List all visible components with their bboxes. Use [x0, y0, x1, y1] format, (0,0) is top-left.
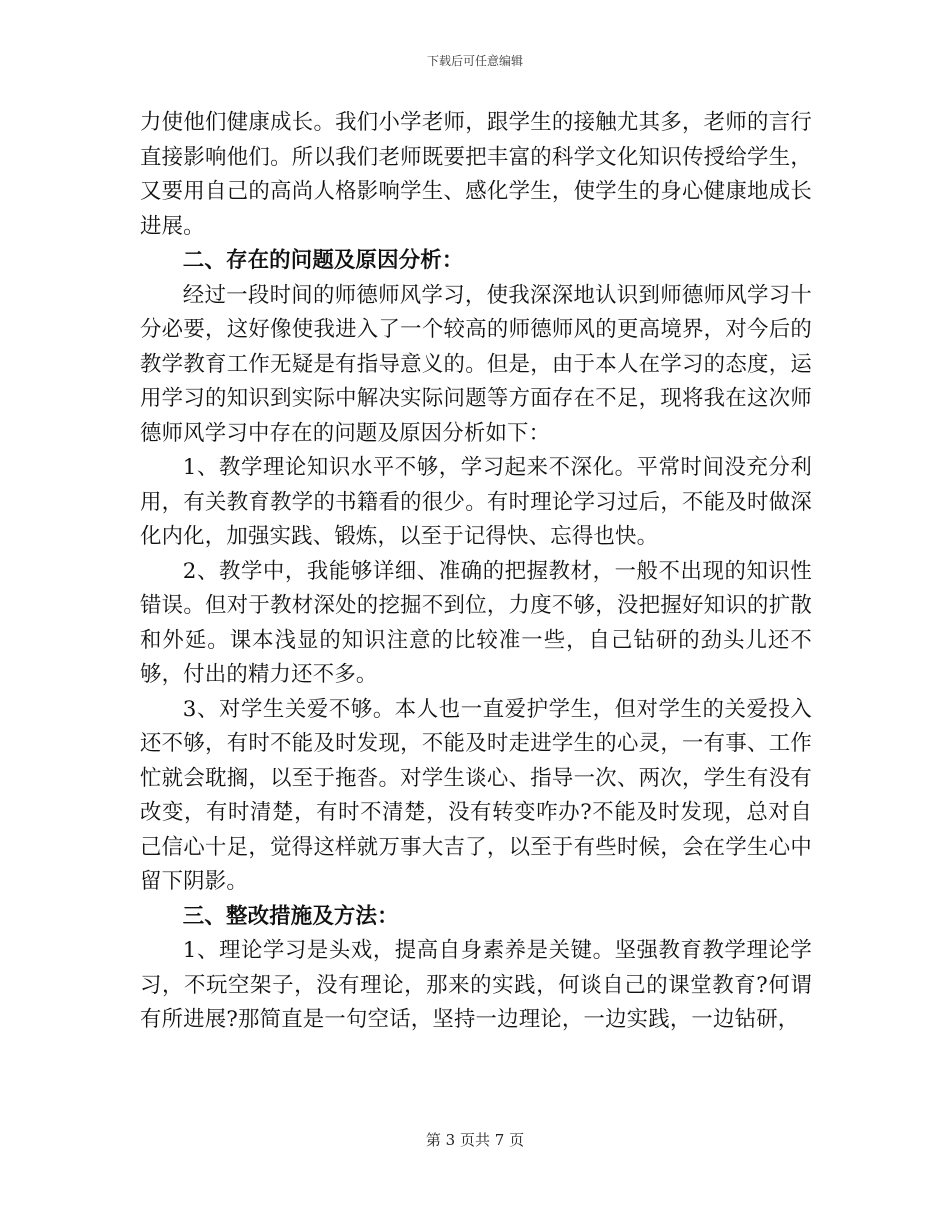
- document-body: [140, 106, 812, 1038]
- paragraph-2: 经过一段时间的师德师风学习，使我深深地认识到师德师风学习十分必要，这好像使我进入了一个较高的师德师风的更高境界，对今后的教学教育工作无疑是有指导意义的。但是，由于本人在学习的态度，运用学习的知识到实际中解决实际问题等方面存在不足，现将我在这次师德师风学习中存在的问题及原因分析如下：: [140, 282, 812, 446]
- section-heading-2: 二、存在的问题及原因分析：: [182, 248, 464, 273]
- page-header: 下载后可任意编辑: [426, 54, 523, 68]
- paragraph-5: 3、对学生关爱不够。本人也一直爱护学生，但对学生的关爱投入还不够，有时不能及时发现，不能及时走进学生的心灵，一有事、工作忙就会耽搁，以至于拖沓。对学生谈心、指导一次、两次，学生有没有改变，有时清楚，有时不清楚，没有转变咋办?不能及时发现，总对自己信心十足，觉得这样就万事大吉了，以至于有些时候，会在学生心中留下阴影。: [140, 696, 812, 894]
- paragraph-4: 2、教学中，我能够详细、准确的把握教材，一般不出现的知识性错误。但对于教材深处的挖掘不到位，力度不够，没把握好知识的扩散和外延。课本浅显的知识注意的比较准一些，自己钻研的劲头儿还不够，付出的精力还不多。: [140, 558, 812, 687]
- paragraph-3: 1、教学理论知识水平不够，学习起来不深化。平常时间没充分利用，有关教育教学的书籍看的很少。有时理论学习过后，不能及时做深化内化，加强实践、锻炼，以至于记得快、忘得也快。: [140, 455, 812, 549]
- section-heading-3: 三、整改措施及方法：: [182, 903, 399, 929]
- page-footer: 第 3 页共 7 页: [425, 1131, 525, 1149]
- paragraph-1: 力使他们健康成长。我们小学老师，跟学生的接触尤其多，老师的言行直接影响他们。所以我们老师既要把丰富的科学文化知识传授给学生，又要用自己的高尚人格影响学生、感化学生，使学生的身心健康地成长进展。: [140, 110, 812, 239]
- paragraph-6: 1、理论学习是头戏，提高自身素养是关键。坚强教育教学理论学习，不玩空架子，没有理论，那来的实践，何谈自己的课堂教育?何谓有所进展?那简直是一句空话，坚持一边理论，一边实践，一边钻研，: [140, 938, 812, 1032]
